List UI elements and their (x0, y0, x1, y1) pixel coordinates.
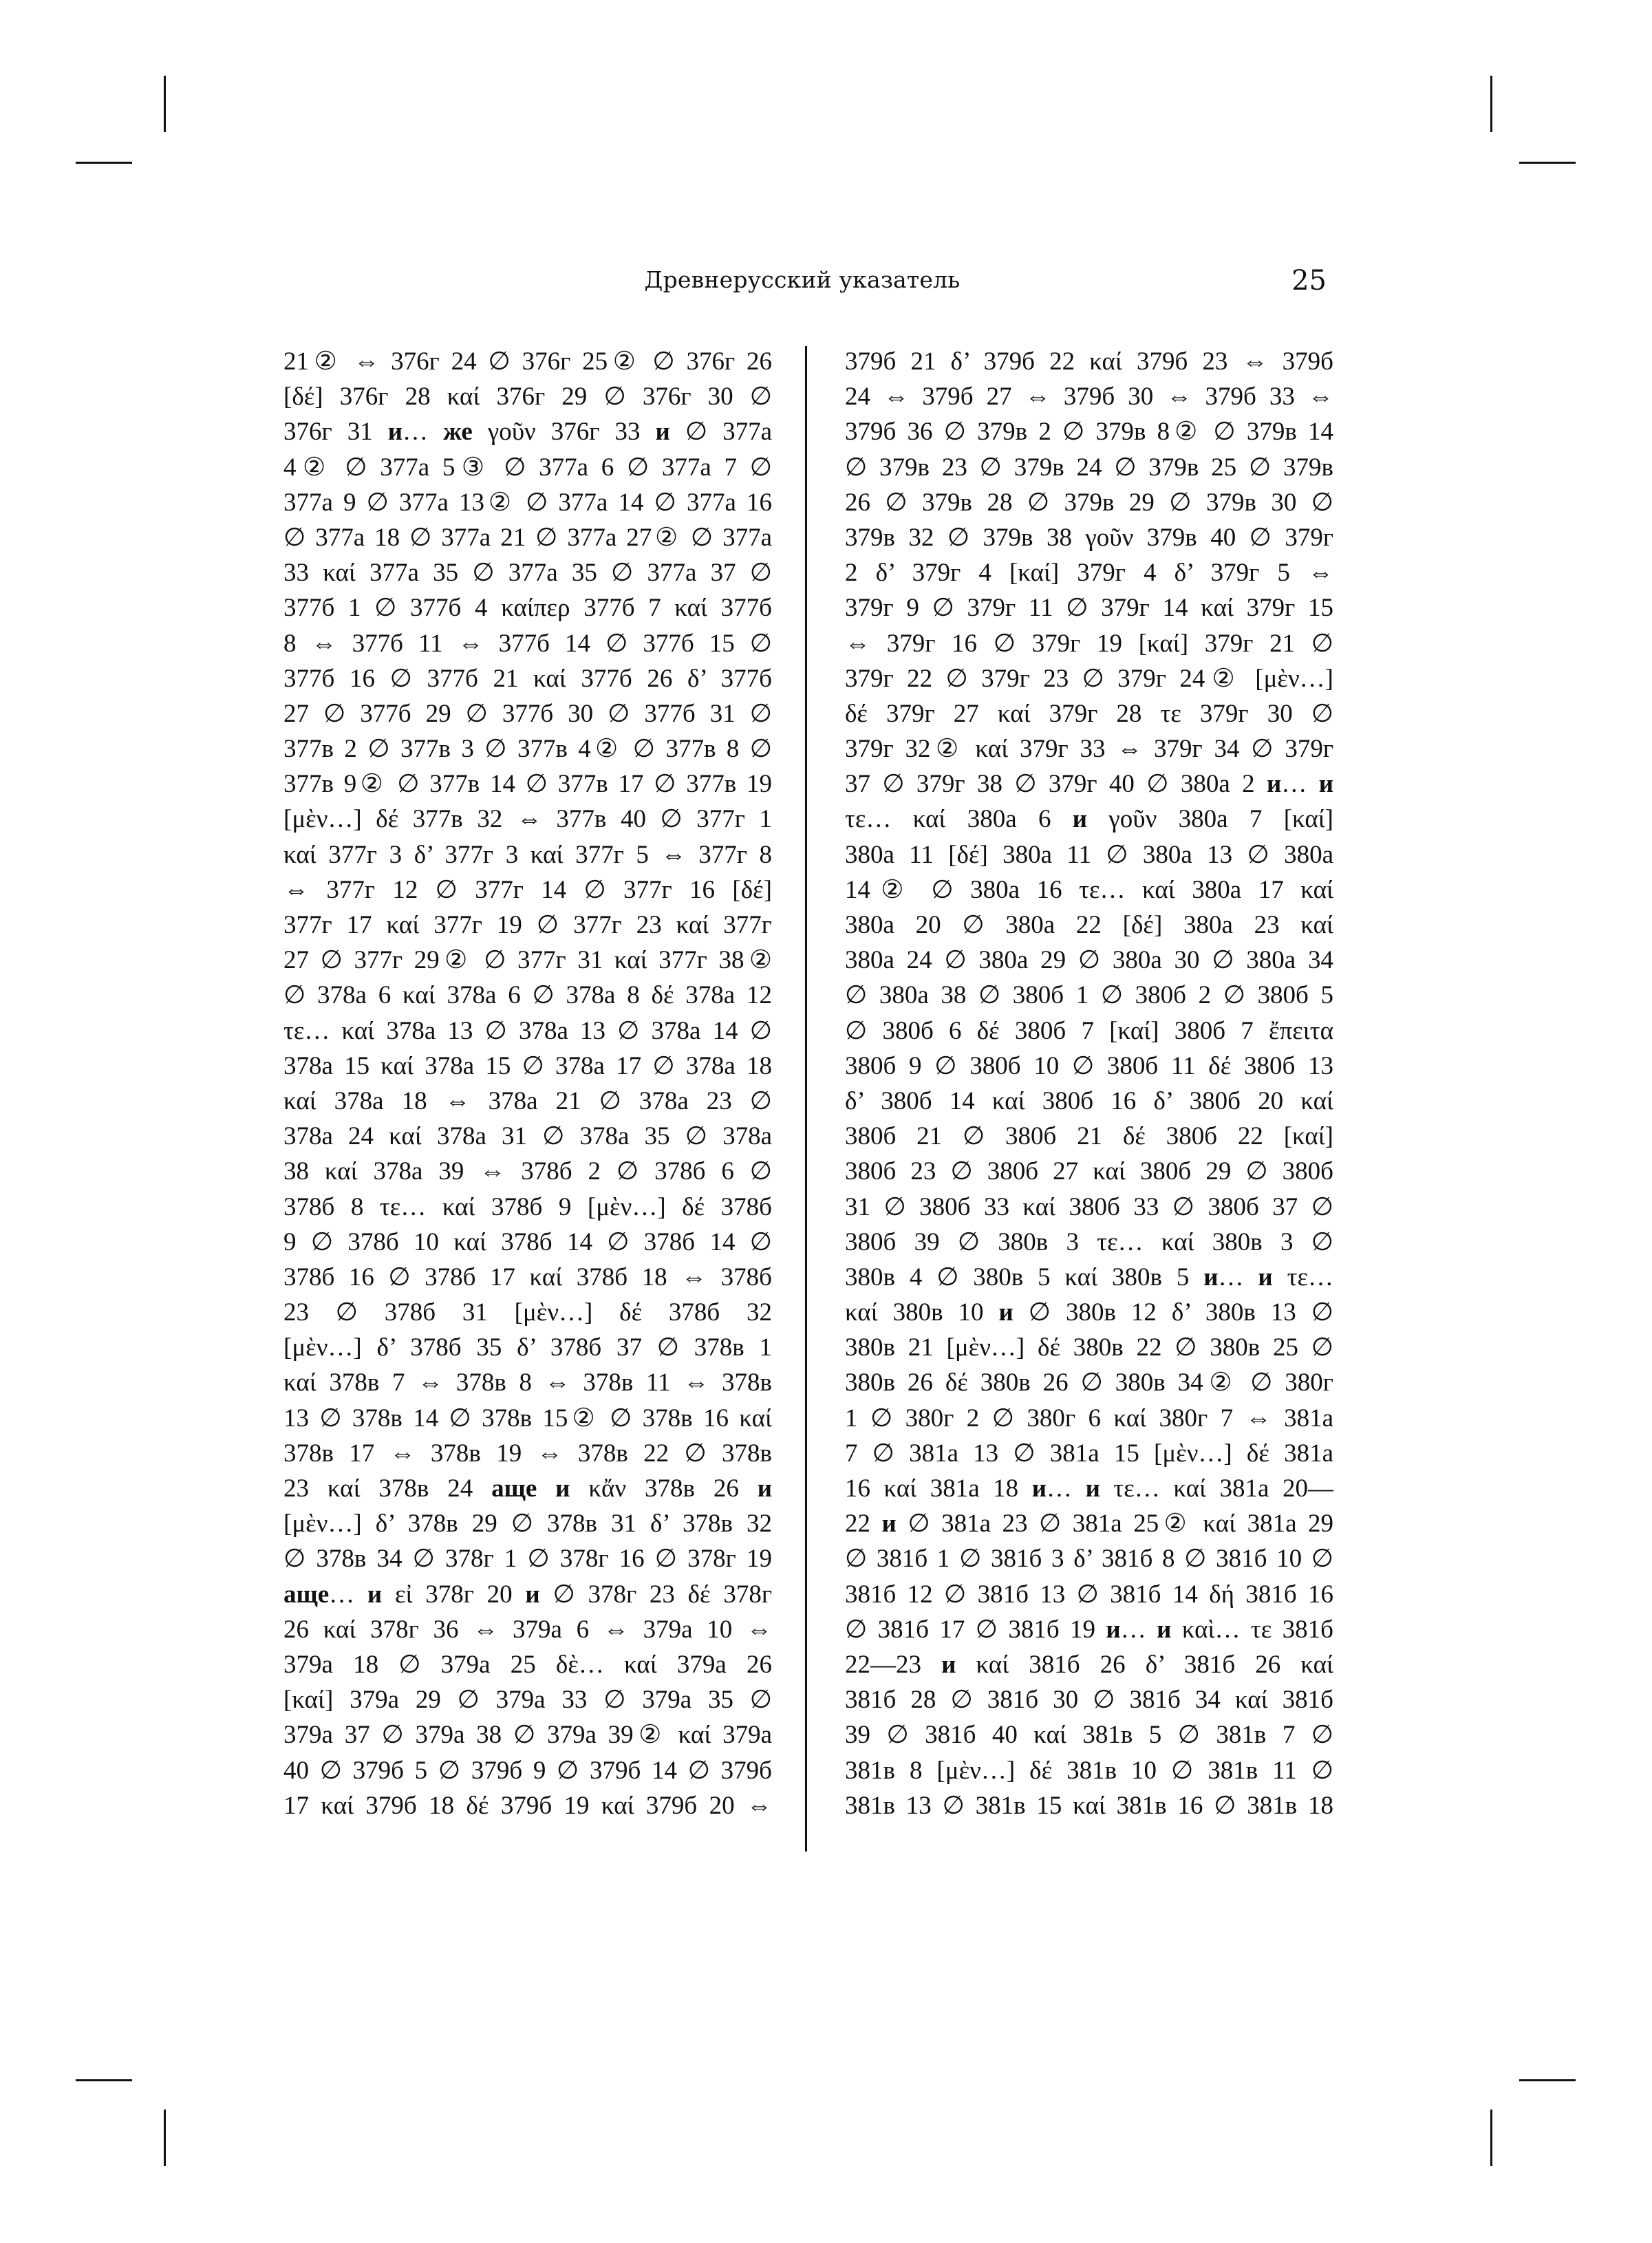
index-line: 2 δ’ 379г 4 [καί] 379г 4 δ’ 379г 5 ⇔ (845, 559, 1333, 588)
index-line: 38 καί 378а 39 ⇔ 378б 2 ∅ 378б 6 ∅ (283, 1157, 772, 1186)
crop-mark (1519, 162, 1576, 164)
index-line: 14② ∅ 380а 16 τε… καί 380а 17 καί (845, 875, 1333, 904)
crop-mark (1519, 2079, 1576, 2081)
index-line: 17 καί 379б 18 δέ 379б 19 καί 379б 20 ⇔ (283, 1791, 772, 1820)
index-line: ∅ 380б 6 δέ 380б 7 [καί] 380б 7 ἔπειτα (845, 1016, 1333, 1045)
index-line: 380в 21 [μὲν…] δέ 380в 22 ∅ 380в 25 ∅ (845, 1333, 1333, 1362)
index-line: ∅ 378а 6 καί 378а 6 ∅ 378а 8 δέ 378а 12 (283, 981, 772, 1010)
index-column-right (845, 344, 1333, 1823)
index-line: καί 378в 7 ⇔ 378в 8 ⇔ 378в 11 ⇔ 378в (283, 1369, 772, 1397)
index-line: 21② ⇔ 376г 24 ∅ 376г 25② ∅ 376г 26 (283, 347, 772, 376)
index-line: 377г 17 καί 377г 19 ∅ 377г 23 καί 377г (283, 911, 772, 939)
index-line: 23 ∅ 378б 31 [μὲν…] δέ 378б 32 (283, 1298, 772, 1327)
index-line: 9 ∅ 378б 10 καί 378б 14 ∅ 378б 14 ∅ (283, 1227, 772, 1256)
index-line: ∅ 381б 17 ∅ 381б 19 и… и καὶ… τε 381б (845, 1615, 1334, 1644)
index-line: 22 и ∅ 381а 23 ∅ 381а 25② καί 381а 29 (845, 1510, 1334, 1538)
column-divider (805, 346, 807, 1852)
index-line: ∅ 381б 1 ∅ 381б 3 δ’ 381б 8 ∅ 381б 10 ∅ (845, 1545, 1333, 1574)
index-line: 378а 15 καί 378а 15 ∅ 378а 17 ∅ 378а 18 (283, 1051, 772, 1080)
index-line: 381в 13 ∅ 381в 15 καί 381в 16 ∅ 381в 18 (845, 1791, 1333, 1820)
index-line: τε… καί 380а 6 и γοῦν 380а 7 [καί] (845, 805, 1333, 834)
index-line: 379г 22 ∅ 379г 23 ∅ 379г 24② [μὲν…] (845, 664, 1333, 693)
index-line: καί 378а 18 ⇔ 378а 21 ∅ 378а 23 ∅ (283, 1086, 772, 1115)
index-line: 380б 23 ∅ 380б 27 καί 380б 29 ∅ 380б (845, 1157, 1333, 1186)
index-line: 16 καί 381а 18 и… и τε… καί 381а 20— (845, 1474, 1333, 1503)
index-line: 8 ⇔ 377б 11 ⇔ 377б 14 ∅ 377б 15 ∅ (283, 629, 772, 658)
index-line: 380а 24 ∅ 380а 29 ∅ 380а 30 ∅ 380а 34 (845, 946, 1333, 975)
index-line: 380а 20 ∅ 380а 22 [δέ] 380а 23 καί (845, 911, 1333, 939)
index-line: ⇔ 379г 16 ∅ 379г 19 [καί] 379г 21 ∅ (845, 629, 1333, 658)
index-line: 37 ∅ 379г 38 ∅ 379г 40 ∅ 380а 2 и… и (845, 770, 1334, 799)
index-line: 22—23 и καί 381б 26 δ’ 381б 26 καί (845, 1650, 1334, 1679)
page-number: 25 (1291, 265, 1327, 297)
index-line: 379а 18 ∅ 379а 25 δὲ… καί 379а 26 (283, 1650, 772, 1679)
index-line: 377б 1 ∅ 377б 4 καίπερ 377б 7 καί 377б (283, 594, 772, 623)
index-line: 377в 9② ∅ 377в 14 ∅ 377в 17 ∅ 377в 19 (283, 770, 772, 799)
index-line: [μὲν…] δ’ 378б 35 δ’ 378б 37 ∅ 378в 1 (283, 1333, 772, 1362)
index-line: 380в 4 ∅ 380в 5 καί 380в 5 и… и τε… (845, 1263, 1334, 1291)
index-line: 379г 9 ∅ 379г 11 ∅ 379г 14 καί 379г 15 (845, 594, 1333, 623)
index-line: 13 ∅ 378в 14 ∅ 378в 15② ∅ 378в 16 καί (283, 1404, 772, 1432)
index-line: 381б 28 ∅ 381б 30 ∅ 381б 34 καί 381б (845, 1686, 1333, 1715)
index-line: 381в 8 [μὲν…] δέ 381в 10 ∅ 381в 11 ∅ (845, 1756, 1333, 1785)
index-line: 4② ∅ 377а 5③ ∅ 377а 6 ∅ 377а 7 ∅ (283, 453, 772, 482)
crop-mark (76, 162, 132, 164)
index-line: 27 ∅ 377г 29② ∅ 377г 31 καί 377г 38② (283, 946, 772, 975)
index-line: 24 ⇔ 379б 27 ⇔ 379б 30 ⇔ 379б 33 ⇔ (845, 383, 1333, 411)
index-line: 27 ∅ 377б 29 ∅ 377б 30 ∅ 377б 31 ∅ (283, 699, 772, 728)
index-line: 380в 26 δέ 380в 26 ∅ 380в 34② ∅ 380г (845, 1369, 1333, 1397)
index-line: 377б 16 ∅ 377б 21 καί 377б 26 δ’ 377б (283, 664, 772, 693)
index-line: 377а 9 ∅ 377а 13② ∅ 377а 14 ∅ 377а 16 (283, 488, 772, 517)
index-line: [δέ] 376г 28 καί 376г 29 ∅ 376г 30 ∅ (283, 383, 772, 411)
index-line: 7 ∅ 381а 13 ∅ 381а 15 [μὲν…] δέ 381а (845, 1439, 1333, 1468)
index-line: 379г 32② καί 379г 33 ⇔ 379г 34 ∅ 379г (845, 735, 1333, 764)
index-line: 26 καί 378г 36 ⇔ 379а 6 ⇔ 379а 10 ⇔ (283, 1615, 772, 1644)
index-line: 378а 24 καί 378а 31 ∅ 378а 35 ∅ 378а (283, 1122, 772, 1151)
index-line: 378б 8 τε… καί 378б 9 [μὲν…] δέ 378б (283, 1192, 772, 1221)
index-line: ∅ 379в 23 ∅ 379в 24 ∅ 379в 25 ∅ 379в (845, 453, 1333, 482)
index-line: 378в 17 ⇔ 378в 19 ⇔ 378в 22 ∅ 378в (283, 1439, 772, 1468)
index-line: [μὲν…] δ’ 378в 29 ∅ 378в 31 δ’ 378в 32 (283, 1510, 772, 1538)
index-line: 379б 36 ∅ 379в 2 ∅ 379в 8② ∅ 379в 14 (845, 418, 1333, 447)
index-line: 380а 11 [δέ] 380а 11 ∅ 380а 13 ∅ 380а (845, 840, 1333, 869)
index-line: [καί] 379а 29 ∅ 379а 33 ∅ 379а 35 ∅ (283, 1686, 772, 1715)
index-column-left (283, 344, 772, 1823)
index-line: ∅ 380а 38 ∅ 380б 1 ∅ 380б 2 ∅ 380б 5 (845, 981, 1333, 1010)
index-line: 379а 37 ∅ 379а 38 ∅ 379а 39② καί 379а (283, 1721, 772, 1750)
crop-mark (164, 2110, 166, 2166)
crop-mark (76, 2079, 132, 2081)
index-line: 381б 12 ∅ 381б 13 ∅ 381б 14 δή 381б 16 (845, 1580, 1333, 1609)
index-line: 23 καί 378в 24 аще и κἄν 378в 26 и (283, 1474, 773, 1503)
index-line: 31 ∅ 380б 33 καί 380б 33 ∅ 380б 37 ∅ (845, 1192, 1333, 1221)
crop-mark (1490, 2110, 1492, 2166)
index-line: 380б 9 ∅ 380б 10 ∅ 380б 11 δέ 380б 13 (845, 1051, 1333, 1080)
index-line: [μὲν…] δέ 377в 32 ⇔ 377в 40 ∅ 377г 1 (283, 805, 772, 834)
page-title: Древнерусский указатель (644, 266, 961, 293)
index-line: 26 ∅ 379в 28 ∅ 379в 29 ∅ 379в 30 ∅ (845, 488, 1333, 517)
crop-mark (164, 76, 166, 132)
index-line: 376г 31 и… же γοῦν 376г 33 и ∅ 377а (283, 418, 773, 447)
index-line: 380б 21 ∅ 380б 21 δέ 380б 22 [καί] (845, 1122, 1333, 1151)
index-line: 379в 32 ∅ 379в 38 γοῦν 379в 40 ∅ 379г (845, 523, 1333, 552)
index-line: τε… καί 378а 13 ∅ 378а 13 ∅ 378а 14 ∅ (283, 1016, 772, 1045)
index-line: ∅ 378в 34 ∅ 378г 1 ∅ 378г 16 ∅ 378г 19 (283, 1545, 772, 1574)
running-head (278, 265, 1327, 299)
index-line: καί 380в 10 и ∅ 380в 12 δ’ 380в 13 ∅ (845, 1298, 1333, 1327)
index-line: ∅ 377а 18 ∅ 377а 21 ∅ 377а 27② ∅ 377а (283, 523, 772, 552)
index-line: 33 καί 377а 35 ∅ 377а 35 ∅ 377а 37 ∅ (283, 559, 772, 588)
crop-mark (1490, 76, 1492, 132)
index-line: ⇔ 377г 12 ∅ 377г 14 ∅ 377г 16 [δέ] (283, 875, 772, 904)
index-line: 40 ∅ 379б 5 ∅ 379б 9 ∅ 379б 14 ∅ 379б (283, 1756, 772, 1785)
index-line: 379б 21 δ’ 379б 22 καί 379б 23 ⇔ 379б (845, 347, 1333, 376)
index-line: 1 ∅ 380г 2 ∅ 380г 6 καί 380г 7 ⇔ 381а (845, 1404, 1333, 1432)
index-line: 380б 39 ∅ 380в 3 τε… καί 380в 3 ∅ (845, 1227, 1333, 1256)
index-line: δέ 379г 27 καί 379г 28 τε 379г 30 ∅ (845, 699, 1333, 728)
index-line: δ’ 380б 14 καί 380б 16 δ’ 380б 20 καί (845, 1086, 1333, 1115)
index-line: 377в 2 ∅ 377в 3 ∅ 377в 4② ∅ 377в 8 ∅ (283, 735, 772, 764)
index-line: аще… и εἰ 378г 20 и ∅ 378г 23 δέ 378г (283, 1580, 773, 1609)
index-line: καί 377г 3 δ’ 377г 3 καί 377г 5 ⇔ 377г 8 (283, 840, 772, 869)
index-line: 39 ∅ 381б 40 καί 381в 5 ∅ 381в 7 ∅ (845, 1721, 1333, 1750)
index-line: 378б 16 ∅ 378б 17 καί 378б 18 ⇔ 378б (283, 1263, 772, 1291)
